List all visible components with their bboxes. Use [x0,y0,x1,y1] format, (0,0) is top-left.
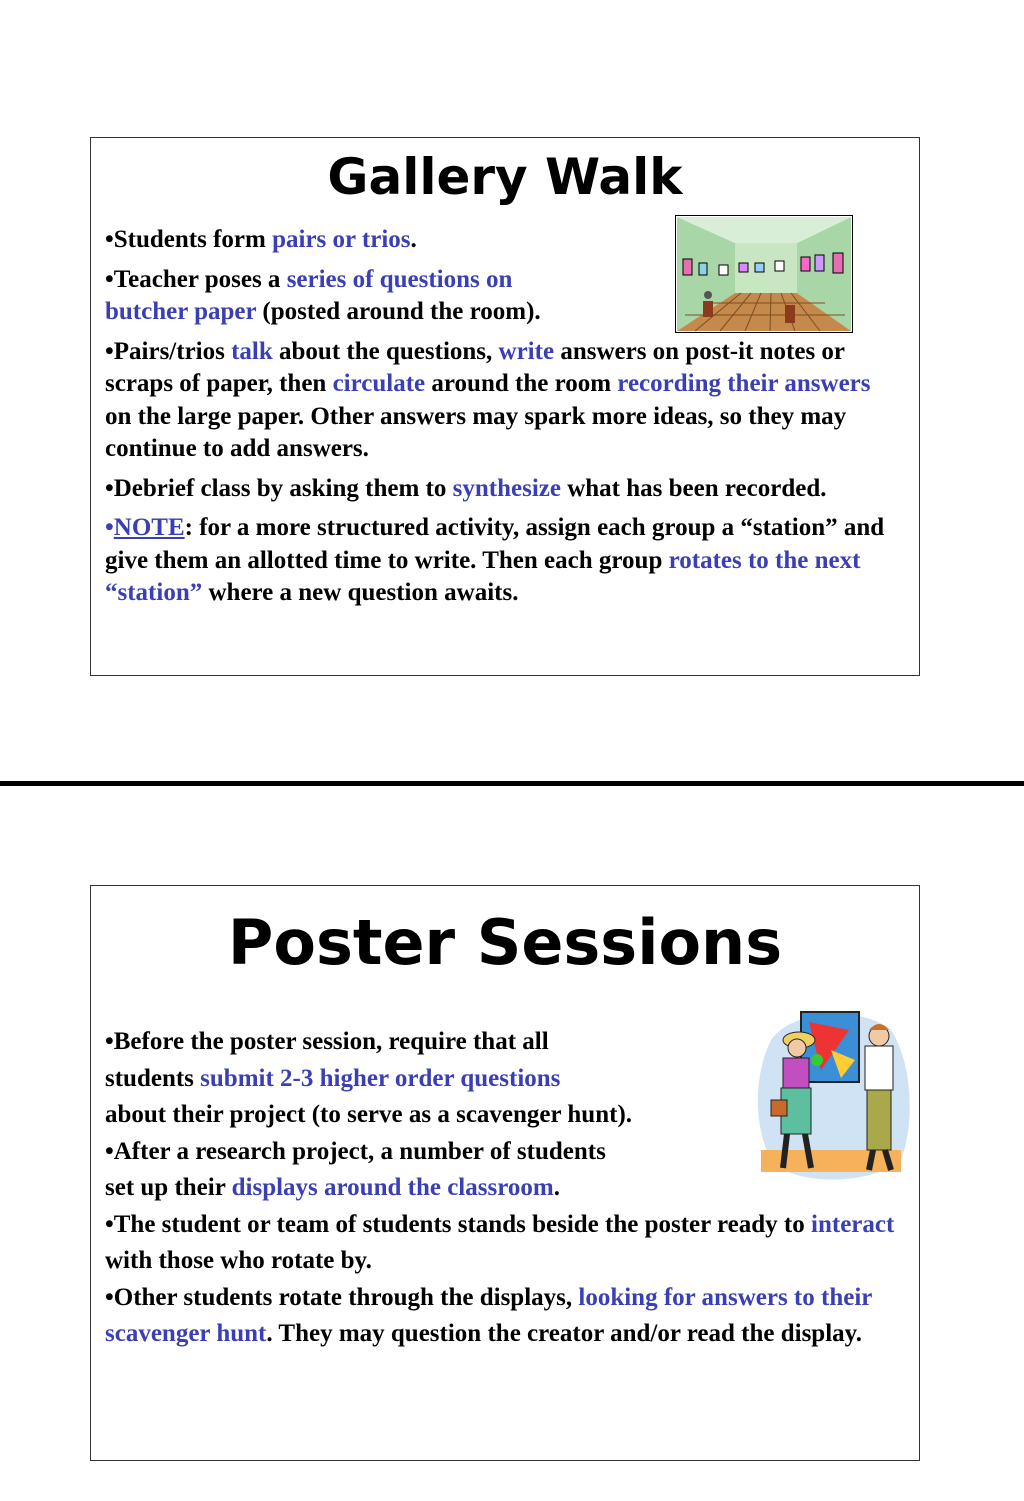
poster-sessions-slide [90,885,920,1461]
bullet-talk-write: •Pairs/trios talk about the questions, write answers on post-it notes or scraps of paper, then circulate around the room recording their answers on the large paper. Other answers may spark more ideas, so they may continue to add answers. [105,337,871,462]
bullet-rotate: •Other students rotate through the displays, looking for answers to their scavenger hunt. They may question the creator and/or read the display. [105,1283,872,1347]
slide-body [105,1024,899,1353]
bullet-stands-beside: •The student or team of students stands beside the poster ready to interact with those who rotate by. [105,1210,895,1274]
bullet-debrief: •Debrief class by asking them to synthesize what has been recorded. [105,474,827,502]
bullet-after-research: •After a research project, a number of students set up their displays around the classroom. [105,1137,606,1201]
bullet-questions: •Teacher poses a series of questions on butcher paper (posted around the room). [105,265,541,325]
bullet-before-session: •Before the poster session, require that all students submit 2-3 higher order questions about their project (to serve as a scavenger hunt). [105,1028,633,1128]
slide-title: Poster Sessions [227,906,783,979]
page-divider [0,781,1024,786]
slide-title: Gallery Walk [327,148,683,206]
bullet-pairs: •Students form pairs or trios. [105,226,417,253]
gallery-walk-slide [90,137,920,676]
bullet-note: •NOTE: for a more structured activity, assign each group a “station” and give them an allotted time to write. Then each group rotates to the next “station” where a new question awaits. [105,514,885,606]
slide-body [105,224,899,617]
